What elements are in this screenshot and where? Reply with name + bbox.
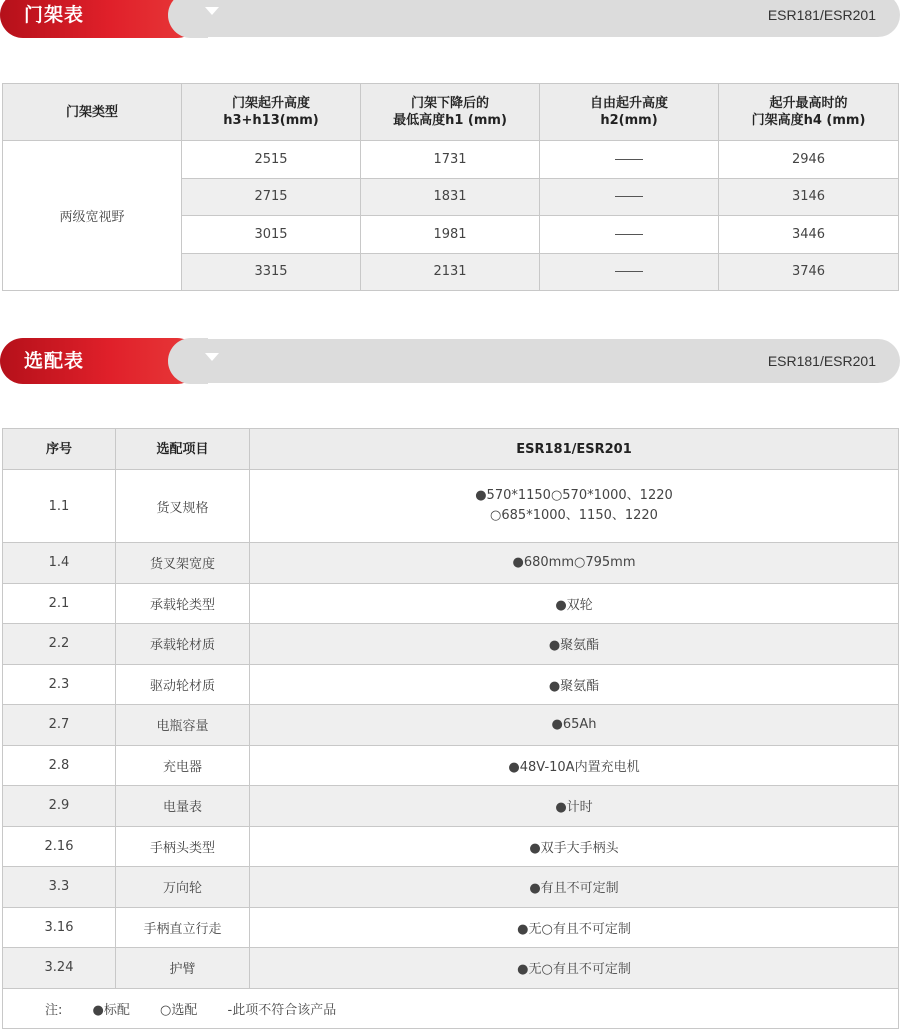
option-value: ●65Ah [250,705,899,746]
note-na: -此项不符合该产品 [227,1002,337,1018]
dash-mark [615,196,643,197]
option-value: ●双轮 [250,583,899,624]
table-row [3,543,899,584]
options-section-header [0,338,900,384]
options-header-no: 序号 [3,429,116,470]
option-no: 2.3 [3,664,116,705]
option-item: 电量表 [116,786,250,827]
options-header-item: 选配项目 [116,429,250,470]
table-row [3,664,899,705]
option-value: ●聚氨酯 [250,624,899,665]
table-row [3,583,899,624]
legend-note [3,988,899,1029]
option-no: 2.16 [3,826,116,867]
mast-max-cell: 3446 [719,216,899,254]
option-value: ●680mm○795mm [250,543,899,584]
mast-header-lowered: 门架下降后的 最低高度h1 (mm) [361,84,540,141]
table-row [3,141,899,179]
mast-section-model: ESR181/ESR201 [767,7,876,23]
mast-max-cell: 3746 [719,253,899,291]
option-value [250,470,899,543]
mast-header-lift: 门架起升高度 h3+h13(mm) [182,84,361,141]
option-value: ●无○有且不可定制 [250,948,899,989]
options-table [2,428,899,1029]
table-row [3,624,899,665]
note-row [3,988,899,1029]
mast-lowered-cell: 1981 [361,216,540,254]
option-value: ●双手大手柄头 [250,826,899,867]
option-item: 承载轮材质 [116,624,250,665]
option-no: 2.9 [3,786,116,827]
mast-lowered-cell: 1731 [361,141,540,179]
mast-lift-cell: 3015 [182,216,361,254]
mast-max-cell: 3146 [719,178,899,216]
table-row [3,786,899,827]
option-item: 货叉规格 [116,470,250,543]
table-row [3,948,899,989]
option-value: ●48V-10A内置充电机 [250,745,899,786]
mast-header-max: 起升最高时的 门架高度h4 (mm) [719,84,899,141]
table-row [3,705,899,746]
note-optional: ○选配 [160,1002,198,1018]
chevron-down-icon[interactable] [205,7,219,17]
table-row [3,745,899,786]
option-value-line: ○685*1000、1150、1220 [490,508,658,523]
note-standard: ●标配 [92,1002,130,1018]
mast-free-cell [540,141,719,179]
table-row [3,907,899,948]
mast-free-cell [540,216,719,254]
option-no: 2.2 [3,624,116,665]
options-section-title: 选配表 [24,350,85,372]
option-item: 驱动轮材质 [116,664,250,705]
option-no: 3.3 [3,867,116,908]
mast-free-cell [540,253,719,291]
chevron-down-icon[interactable] [205,353,219,363]
options-section-model: ESR181/ESR201 [767,353,876,369]
mast-header-free: 自由起升高度 h2(mm) [540,84,719,141]
dash-mark [615,271,643,272]
option-no: 3.16 [3,907,116,948]
option-item: 充电器 [116,745,250,786]
option-value: ●计时 [250,786,899,827]
option-value: ●聚氨酯 [250,664,899,705]
mast-lift-cell: 2715 [182,178,361,216]
option-item: 万向轮 [116,867,250,908]
mast-header-type: 门架类型 [3,84,182,141]
mast-lowered-cell: 1831 [361,178,540,216]
option-no: 3.24 [3,948,116,989]
mast-type-cell: 两级宽视野 [3,141,182,291]
mast-max-cell: 2946 [719,141,899,179]
option-item: 货叉架宽度 [116,543,250,584]
note-label: 注: [45,1002,63,1018]
mast-section-title: 门架表 [24,4,85,26]
option-no: 2.1 [3,583,116,624]
option-item: 手柄直立行走 [116,907,250,948]
mast-lift-cell: 2515 [182,141,361,179]
option-value-line: ●570*1150○570*1000、1220 [475,488,673,503]
table-row [3,470,899,543]
dash-mark [615,234,643,235]
table-row [3,826,899,867]
option-no: 1.1 [3,470,116,543]
option-no: 2.7 [3,705,116,746]
table-row [3,867,899,908]
option-item: 手柄头类型 [116,826,250,867]
option-value: ●无○有且不可定制 [250,907,899,948]
mast-section-header [0,0,900,38]
mast-lowered-cell: 2131 [361,253,540,291]
option-no: 2.8 [3,745,116,786]
option-value: ●有且不可定制 [250,867,899,908]
mast-table [2,83,899,291]
options-header-model: ESR181/ESR201 [250,429,899,470]
dash-mark [615,159,643,160]
option-item: 护臂 [116,948,250,989]
option-no: 1.4 [3,543,116,584]
mast-free-cell [540,178,719,216]
option-item: 承载轮类型 [116,583,250,624]
mast-lift-cell: 3315 [182,253,361,291]
option-item: 电瓶容量 [116,705,250,746]
